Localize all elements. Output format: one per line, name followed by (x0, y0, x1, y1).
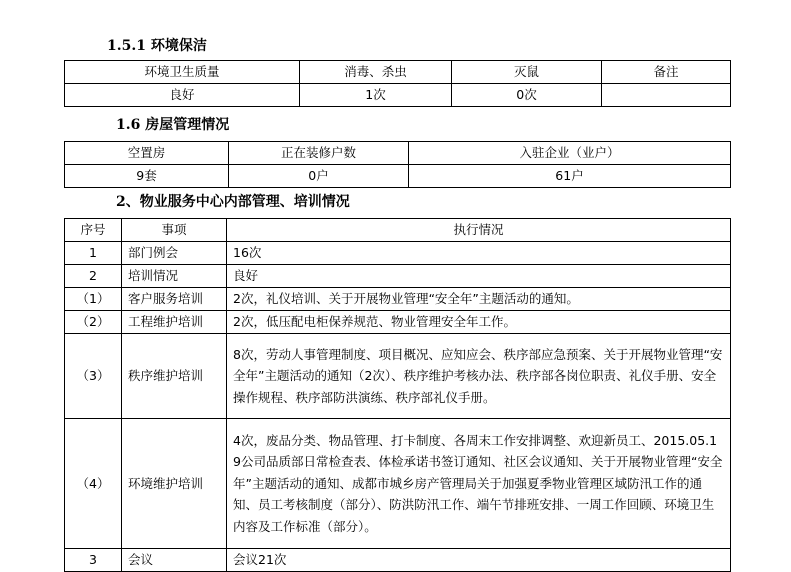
row-item: 会议 (122, 549, 227, 572)
row-number: 2 (65, 265, 122, 288)
table-header-cell: 空置房 (65, 142, 229, 165)
table-header-cell: 事项 (122, 219, 227, 242)
row-number: （2） (65, 311, 122, 334)
row-number: （1） (65, 288, 122, 311)
table-header-cell: 正在装修户数 (229, 142, 409, 165)
table-row (65, 242, 731, 265)
row-item: 环境维护培训 (122, 419, 227, 549)
row-number: （3） (65, 334, 122, 419)
env-cleaning-table (64, 60, 731, 107)
row-detail: 4次，废品分类、物品管理、打卡制度、各周末工作安排调整、欢迎新员工、2015.05.19公司品质部日常检查表、体检承诺书签订通知、社区会议通知、关于开展物业管理“安全年”主题活动的通知、成都市城乡房产管理局关于加强夏季物业管理区域防汛工作的通知、员工考核制度（部分）、防洪防汛工作、端午节排班安排、一周工作回顾、环境卫生内容及工作标准（部分）。 (227, 419, 731, 549)
table-header-cell: 入驻企业（业户） (409, 142, 731, 165)
table-row (65, 311, 731, 334)
internal-management-table (64, 218, 731, 572)
row-detail: 8次，劳动人事管理制度、项目概况、应知应会、秩序部应急预案、关于开展物业管理“安全年”主题活动的通知（2次）、秩序维护考核办法、秩序部各岗位职责、礼仪手册、安全操作规程、秩序部防洪演练、秩序部礼仪手册。 (227, 334, 731, 419)
table-row (65, 419, 731, 549)
row-item: 秩序维护培训 (122, 334, 227, 419)
table-header-cell: 环境卫生质量 (65, 61, 300, 84)
table-cell: 0次 (452, 84, 602, 107)
table-cell: 1次 (300, 84, 452, 107)
row-item: 客户服务培训 (122, 288, 227, 311)
table-row (65, 549, 731, 572)
row-detail: 会议21次 (227, 549, 731, 572)
row-number: （4） (65, 419, 122, 549)
table-cell: 61户 (409, 165, 731, 188)
section-heading-mgmt: 2、物业服务中心内部管理、培训情况 (116, 194, 350, 210)
table-header-cell: 消毒、杀虫 (300, 61, 452, 84)
table-cell: 良好 (65, 84, 300, 107)
table-cell: 0户 (229, 165, 409, 188)
row-detail: 2次，低压配电柜保养规范、物业管理安全年工作。 (227, 311, 731, 334)
table-header-cell: 备注 (602, 61, 731, 84)
row-item: 培训情况 (122, 265, 227, 288)
table-row (65, 288, 731, 311)
house-management-table (64, 141, 731, 188)
table-header-cell: 序号 (65, 219, 122, 242)
table-header-cell: 灭鼠 (452, 61, 602, 84)
table-row (65, 334, 731, 419)
table-cell (602, 84, 731, 107)
row-detail: 2次，礼仪培训、关于开展物业管理“安全年”主题活动的通知。 (227, 288, 731, 311)
table-cell: 9套 (65, 165, 229, 188)
row-number: 1 (65, 242, 122, 265)
row-number: 3 (65, 549, 122, 572)
table-header-cell: 执行情况 (227, 219, 731, 242)
row-detail: 16次 (227, 242, 731, 265)
row-item: 工程维护培训 (122, 311, 227, 334)
table-row (65, 265, 731, 288)
row-item: 部门例会 (122, 242, 227, 265)
row-detail: 良好 (227, 265, 731, 288)
section-heading-house: 1.6 房屋管理情况 (116, 117, 230, 133)
section-heading-env: 1.5.1 环境保洁 (107, 38, 207, 54)
